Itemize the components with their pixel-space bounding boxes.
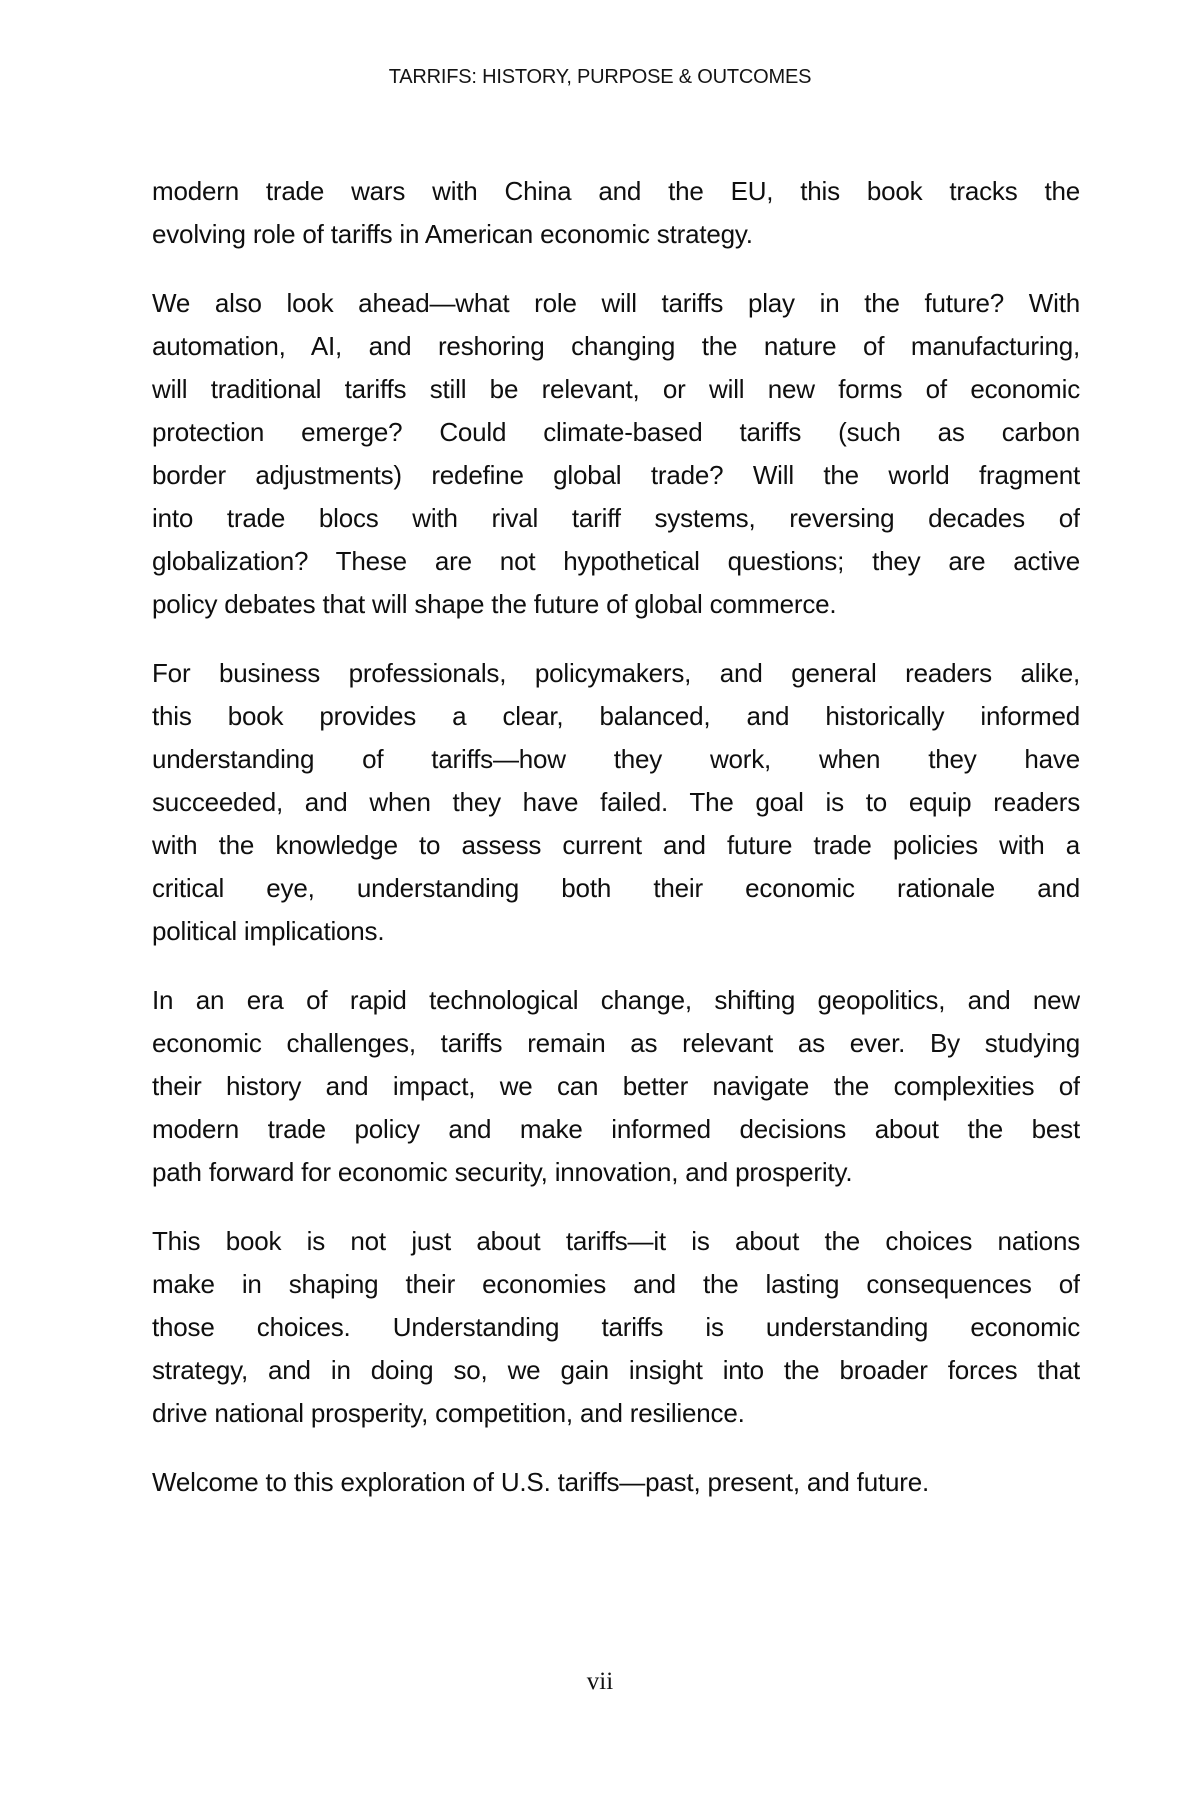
running-header: TARRIFS: HISTORY, PURPOSE & OUTCOMES: [388, 66, 812, 88]
text-line: into trade blocs with rival tariff systems, reversing decades of: [152, 503, 1080, 533]
page-number: vii: [586, 1668, 614, 1695]
text-line: policy debates that will shape the future of global commerce.: [152, 589, 837, 619]
text-line: critical eye, understanding both their economic rationale and: [152, 873, 1080, 903]
paragraph: [152, 652, 1080, 953]
text-line: border adjustments) redefine global trade? Will the world fragment: [152, 460, 1080, 490]
text-line: those choices. Understanding tariffs is understanding economic: [152, 1312, 1080, 1342]
text-line: evolving role of tariffs in American economic strategy.: [152, 219, 753, 249]
text-line: Welcome to this exploration of U.S. tariffs—past, present, and future.: [152, 1467, 929, 1497]
paragraph: [152, 979, 1080, 1194]
text-line: modern trade wars with China and the EU, this book tracks the: [152, 176, 1080, 206]
text-line: will traditional tariffs still be relevant, or will new forms of economic: [152, 374, 1080, 404]
text-line: protection emerge? Could climate-based tariffs (such as carbon: [152, 417, 1080, 447]
body-text: [152, 170, 1080, 1530]
text-line: political implications.: [152, 916, 385, 946]
text-line: This book is not just about tariffs—it is about the choices nations: [152, 1226, 1080, 1256]
text-line: globalization? These are not hypothetical questions; they are active: [152, 546, 1080, 576]
paragraph: [152, 1220, 1080, 1435]
paragraph: [152, 1461, 1080, 1504]
text-line: this book provides a clear, balanced, and historically informed: [152, 701, 1080, 731]
text-line: with the knowledge to assess current and future trade policies with a: [152, 830, 1080, 860]
text-line: path forward for economic security, innovation, and prosperity.: [152, 1157, 853, 1187]
text-line: For business professionals, policymakers, and general readers alike,: [152, 658, 1080, 688]
text-line: modern trade policy and make informed decisions about the best: [152, 1114, 1080, 1144]
text-line: understanding of tariffs—how they work, when they have: [152, 744, 1080, 774]
paragraph: [152, 282, 1080, 626]
text-line: succeeded, and when they have failed. The goal is to equip readers: [152, 787, 1080, 817]
text-line: drive national prosperity, competition, and resilience.: [152, 1398, 745, 1428]
text-line: In an era of rapid technological change, shifting geopolitics, and new: [152, 985, 1080, 1015]
text-line: We also look ahead—what role will tariffs play in the future? With: [152, 288, 1080, 318]
paragraph: [152, 170, 1080, 256]
text-line: economic challenges, tariffs remain as relevant as ever. By studying: [152, 1028, 1080, 1058]
text-line: strategy, and in doing so, we gain insight into the broader forces that: [152, 1355, 1080, 1385]
text-line: automation, AI, and reshoring changing the nature of manufacturing,: [152, 331, 1080, 361]
text-line: their history and impact, we can better navigate the complexities of: [152, 1071, 1080, 1101]
text-line: make in shaping their economies and the lasting consequences of: [152, 1269, 1080, 1299]
